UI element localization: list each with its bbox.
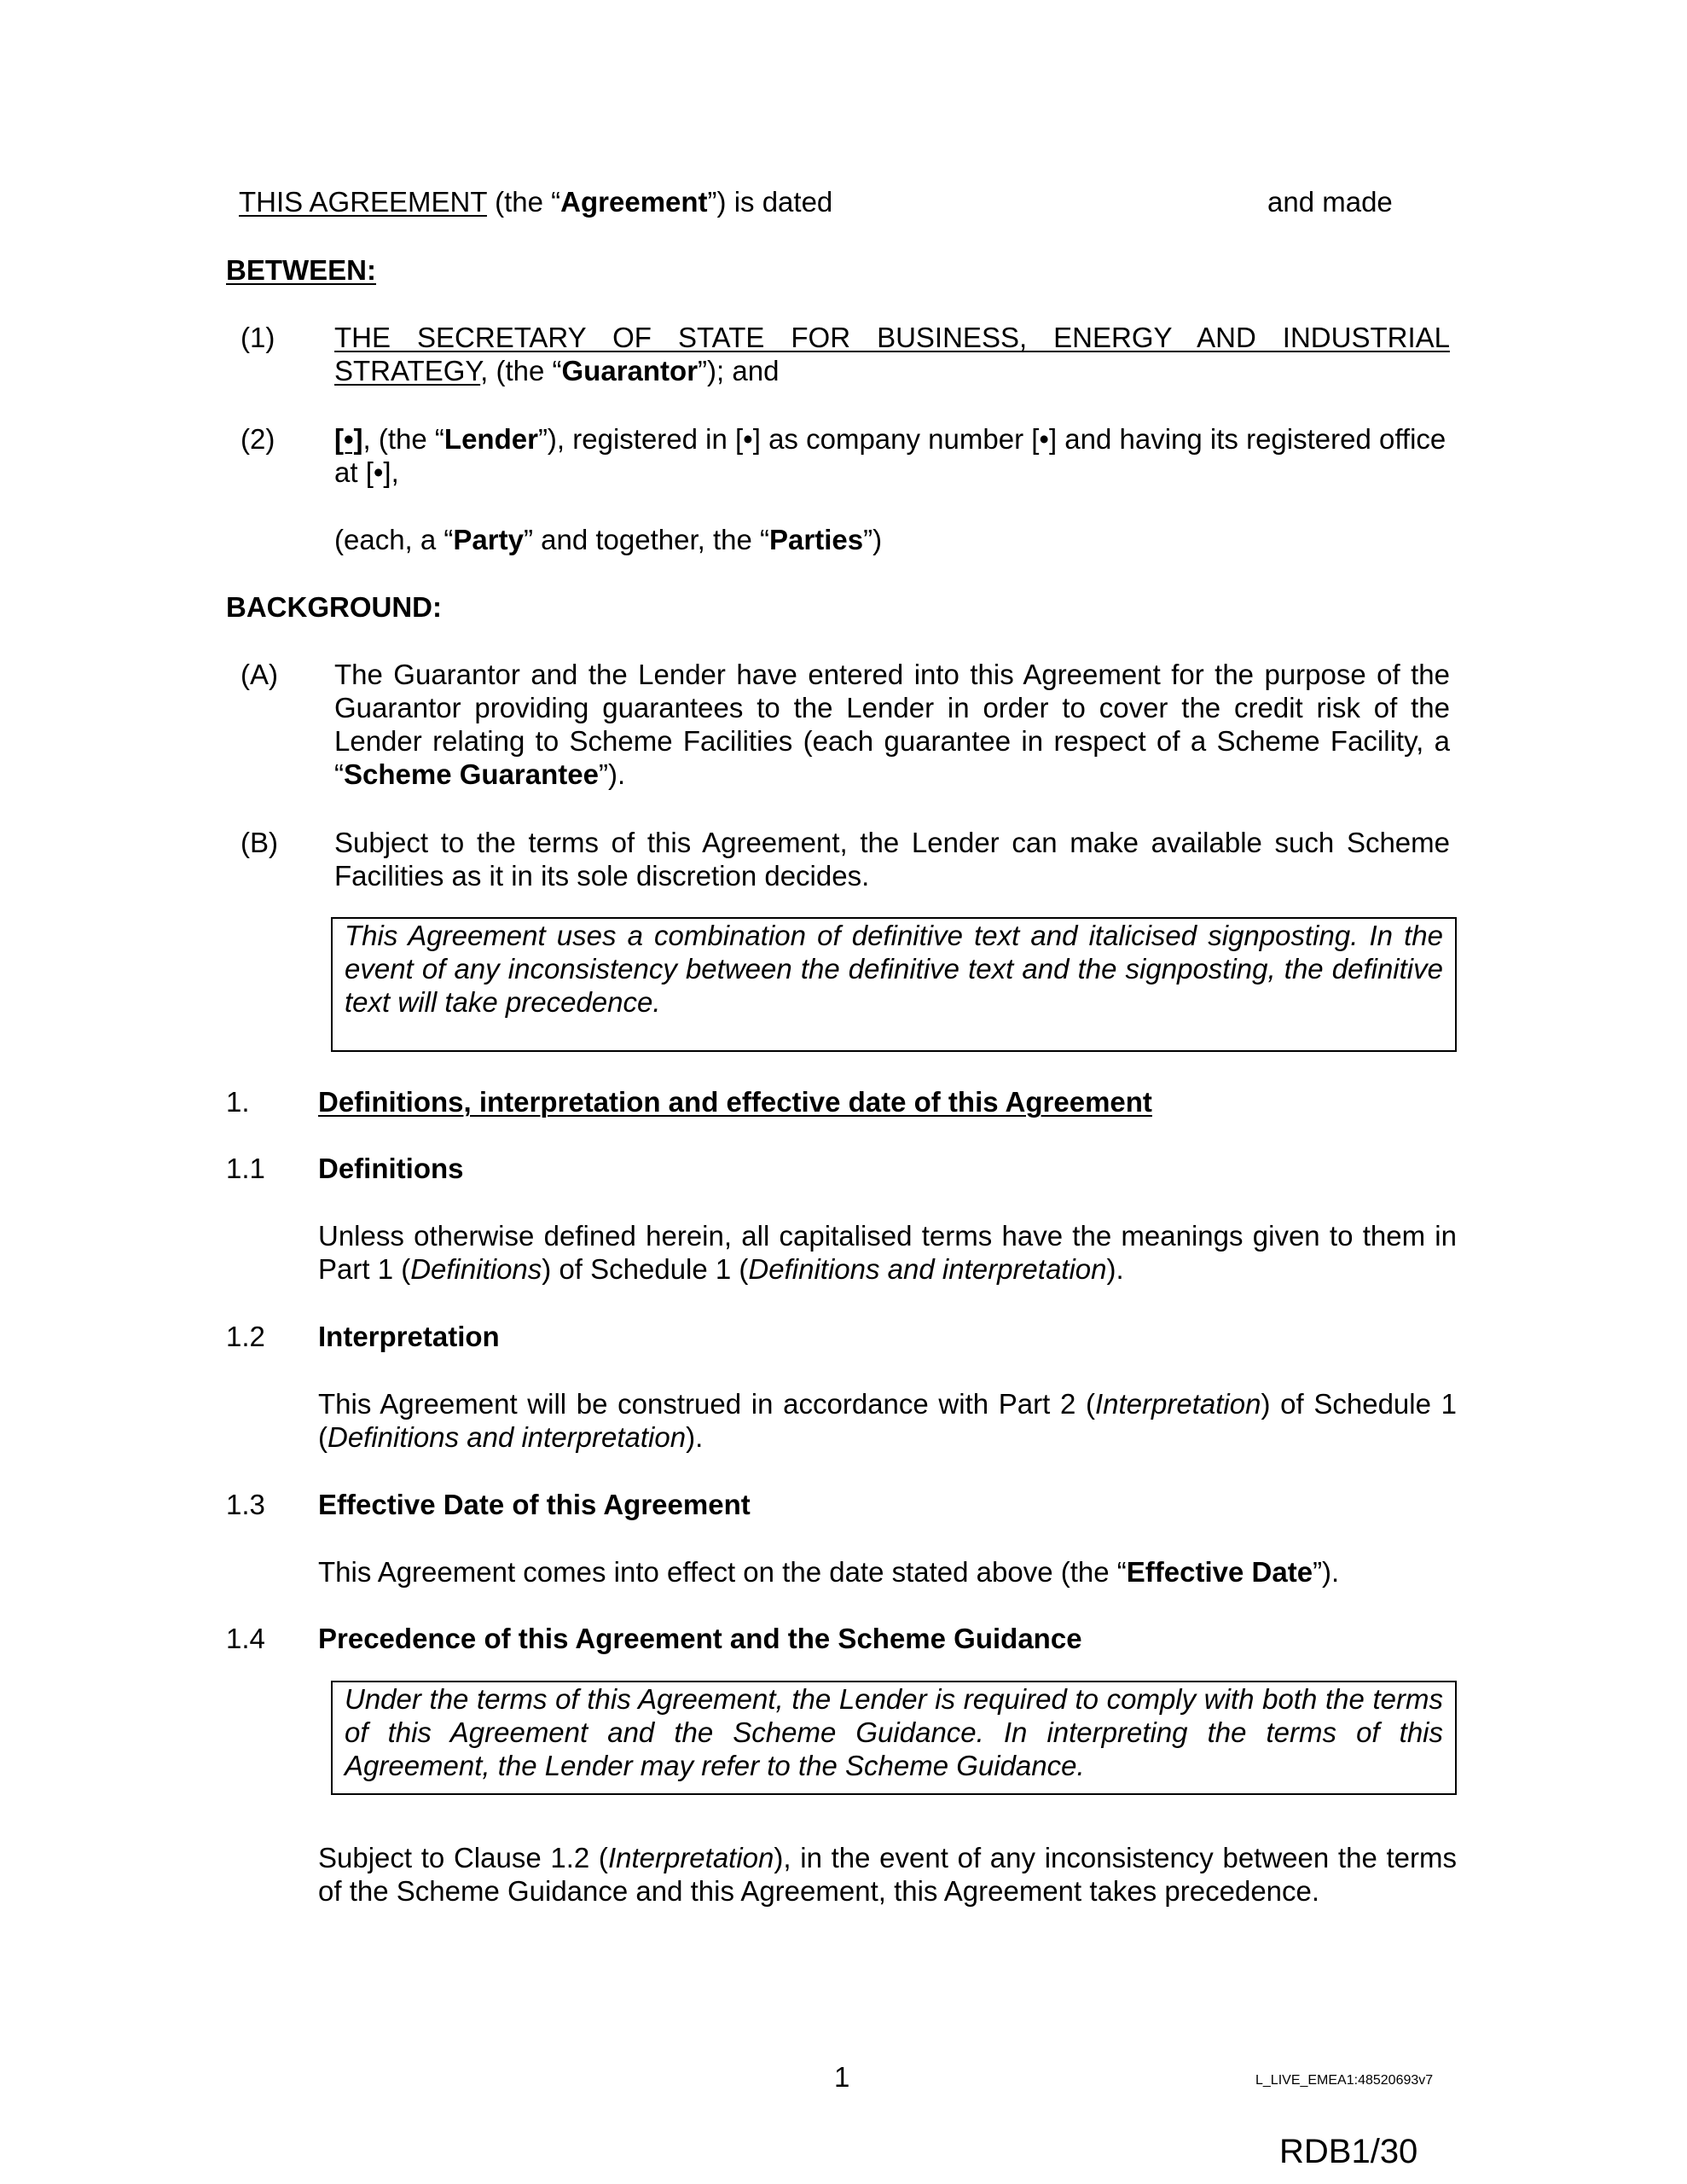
clause-1-1-text-e: ). [1106,1253,1124,1285]
party-number: (2) [241,423,275,455]
party-number: (1) [241,322,275,353]
clause-1-2-text-d: Definitions and interpretation [328,1421,687,1453]
clause-number: 1.2 [226,1321,265,1352]
clause-1-1-text-a: Unless otherwise defined herein, all capitalised terms have the meanings given to them in Part 1 ( [318,1220,1457,1285]
clause-1-3-text-a: This Agreement comes into effect on the date stated above (the “ [318,1556,1127,1588]
clause-1-4-text-c: ), in the event of any inconsistency between the terms of the Scheme Guidance and this Agreement, this Agreement takes precedence. [318,1842,1457,1907]
clause-1-4-text-a: Subject to Clause 1.2 ( [318,1842,608,1873]
party-2-name: [•] [334,423,363,455]
clause-1-3-text [318,1555,1457,1589]
clause-1-2-text-b: Interpretation [1095,1388,1261,1420]
clause-1-1-text-d: Definitions and interpretation [748,1253,1107,1285]
signpost-text: Under the terms of this Agreement, the Lender is required to comply with both the terms of this Agreement and the Scheme Guidance. In interpreting the terms of this Agreement, the Lender may refer to the Scheme Guidance. [345,1683,1443,1781]
defined-term-agreement: Agreement [560,186,708,218]
recital-a-text [334,658,1450,791]
parties-definition [334,523,882,556]
parties-text-3: ”) [863,524,883,555]
defined-term-scheme-guarantee: Scheme Guarantee [344,758,599,790]
clause-1-4-text [318,1841,1457,1908]
opening-line [239,185,853,218]
clause-number: 1.1 [226,1153,265,1184]
between-heading: BETWEEN: [226,254,376,286]
clause-1-2-text-c: ) of Schedule 1 ( [318,1388,1457,1453]
recital-number: (A) [241,659,278,690]
party-2-text-pre: , (the “ [362,423,444,455]
clause-1-2-text-e: ). [686,1421,704,1453]
recital-b-text: Subject to the terms of this Agreement, the Lender can make available such Scheme Facilities as it in its sole discretion decides. [334,827,1450,892]
page-number: 1 [834,2061,850,2093]
parties-text-1: (each, a “ [334,524,454,555]
signpost-box [331,917,1457,1052]
background-heading: BACKGROUND: [226,591,442,623]
clause-number: 1.4 [226,1623,265,1654]
party-2-text-post: ”), registered in [•] as company number [•] and having its registered office at [•], [334,423,1446,488]
clause-1-2-text-a: This Agreement will be construed in accordance with Part 2 ( [318,1388,1096,1420]
recital-a-post: ”). [598,758,626,790]
clause-1-2-text [318,1387,1457,1454]
signpost-box [331,1681,1457,1795]
clause-number: 1.3 [226,1489,265,1520]
defined-term-guarantor: Guarantor [561,355,699,386]
clause-1-2-title: Interpretation [318,1321,500,1352]
recital-a-body: The Guarantor and the Lender have entered into this Agreement for the purpose of the Guarantor providing guarantees to the Lender in order to cover the credit risk of the Lender relating to Scheme Facilities (each guarantee in respect of a Scheme Facility, a “ [334,659,1450,790]
clause-1-title: Definitions, interpretation and effective date of this Agreement [318,1086,1152,1118]
party-1-text-pre: , (the “ [480,355,562,386]
document-reference: L_LIVE_EMEA1:48520693v7 [1255,2073,1434,2088]
clause-1-1-text-b: Definitions [410,1253,542,1285]
clause-1-3-title: Effective Date of this Agreement [318,1489,751,1520]
clause-number: 1. [226,1086,250,1118]
clause-1-4-title: Precedence of this Agreement and the Scheme Guidance [318,1623,1082,1654]
recital-number: (B) [241,827,278,858]
clause-1-4-text-b: Interpretation [607,1842,774,1873]
clause-1-3-text-c: ”). [1313,1556,1340,1588]
signpost-text: This Agreement uses a combination of definitive text and italicised signposting. In the event of any inconsistency between the definitive text and the signposting, the definitive text will take precedence. [345,920,1443,1018]
clause-1-1-text-c: ) of Schedule 1 ( [542,1253,749,1285]
this-agreement-heading: THIS AGREEMENT [239,186,487,218]
opening-text: (the “ [495,186,561,218]
defined-term-party: Party [453,524,524,555]
party-1-text-post: ”); and [698,355,780,386]
clause-1-1-text [318,1219,1457,1286]
clause-1-1-title: Definitions [318,1153,464,1184]
parties-text-2: ” and together, the “ [523,524,769,555]
party-2-text [334,422,1450,489]
opening-text-dated: ”) is dated [707,186,833,218]
defined-term-effective-date: Effective Date [1126,1556,1313,1588]
document-stamp: RDB1/30 [1279,2133,1418,2170]
and-made-text: and made [1267,186,1393,218]
party-1-text [334,321,1450,387]
defined-term-parties: Parties [769,524,864,555]
defined-term-lender: Lender [443,423,538,455]
party-1-name: THE SECRETARY OF STATE FOR BUSINESS, ENERGY AND INDUSTRIAL STRATEGY [334,322,1450,386]
